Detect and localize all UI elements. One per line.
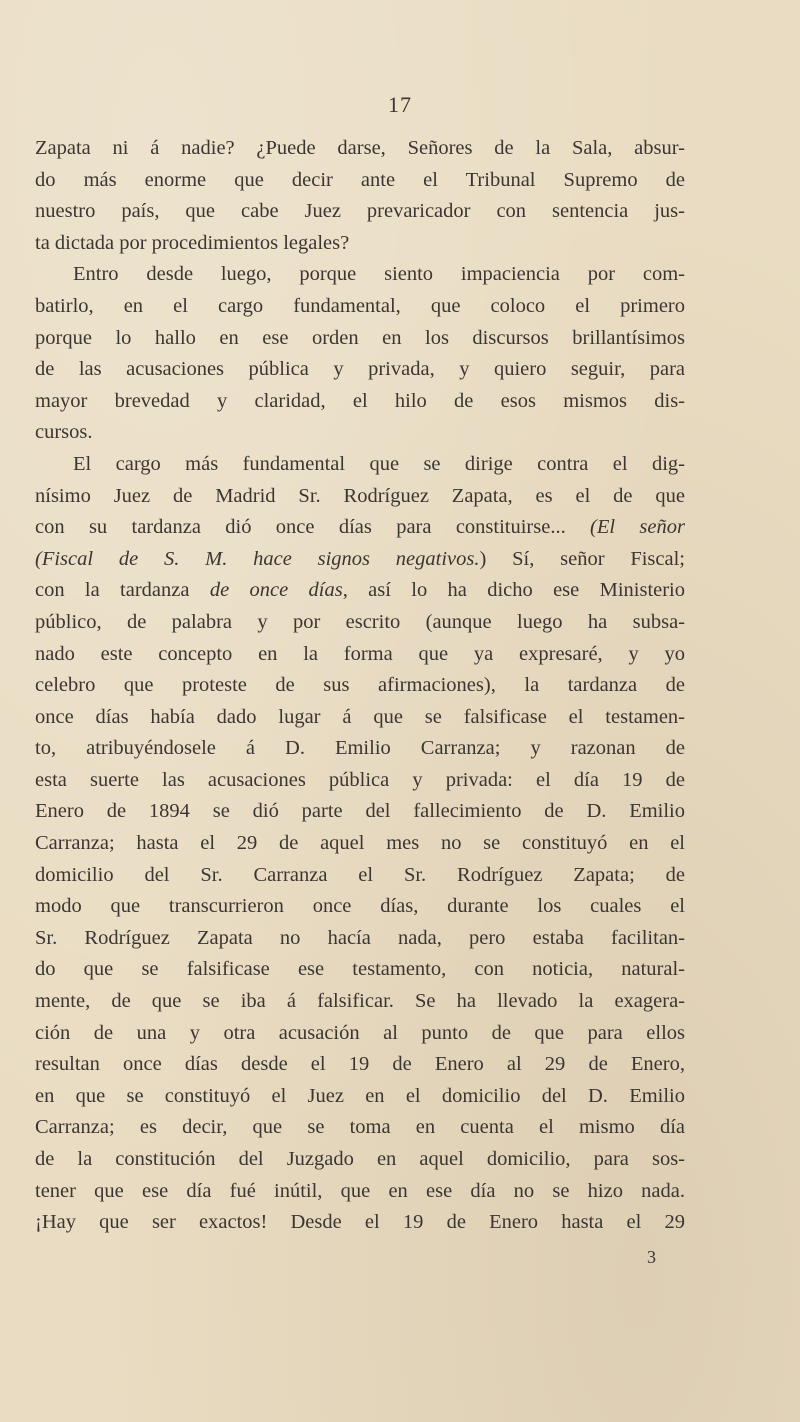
- text-line: [35, 512, 685, 544]
- text-line: [35, 702, 685, 734]
- italic-text: Fiscal de S. M. hace signos negativos.: [41, 547, 480, 570]
- text-line: [35, 165, 685, 197]
- line-text: ) Sí, señor Fiscal;: [479, 547, 685, 570]
- line-text: El cargo más fundamental que se dirige contra el dig-: [73, 452, 685, 475]
- text-line: [35, 639, 685, 671]
- text-line: [35, 670, 685, 702]
- line-text: Zapata ni á nadie? ¿Puede darse, Señores de la Sala, absur-: [35, 137, 685, 159]
- text-line: [35, 860, 685, 892]
- text-line: [35, 323, 685, 355]
- text-line: [35, 386, 685, 418]
- line-text: modo que transcurrieron once días, durante los cuales el: [35, 895, 685, 918]
- line-text: nado este concepto en la forma que ya expresaré, y yo: [35, 642, 685, 665]
- page-number: 17: [388, 92, 412, 117]
- line-text: , así lo ha dicho ese Ministerio: [342, 579, 686, 602]
- text-line: [35, 133, 685, 165]
- line-text: once días había dado lugar á que se falsificase el testamen-: [35, 705, 685, 728]
- line-text: ta dictada por procedimientos legales?: [35, 231, 350, 254]
- text-line: [35, 1049, 685, 1081]
- line-text: con su tardanza dió once días para constituirse...: [35, 516, 591, 539]
- text-line: [35, 733, 685, 765]
- text-line: [35, 1018, 685, 1050]
- text-line: [35, 986, 685, 1018]
- text-line: [35, 1207, 685, 1239]
- line-text: Entro desde luego, porque siento impaciencia por com-: [73, 263, 685, 286]
- line-text: esta suerte las acusaciones pública y privada: el día 19 de: [35, 768, 685, 791]
- text-line: [35, 954, 685, 986]
- line-text: con la tardanza: [35, 579, 210, 602]
- text-line: [35, 828, 685, 860]
- printer-signature-mark: 3: [647, 1247, 656, 1267]
- line-text: mente, de que se iba á falsificar. Se ha llevado la exagera-: [35, 990, 685, 1013]
- line-text: do más enorme que decir ante el Tribunal Supremo de: [35, 168, 685, 191]
- text-line: [35, 228, 685, 260]
- text-line: [35, 1112, 685, 1144]
- text-line: [35, 575, 685, 607]
- line-text: resultan once días desde el 19 de Enero al 29 de Enero,: [35, 1053, 685, 1076]
- text-line: [35, 449, 685, 481]
- text-line: [35, 417, 685, 449]
- line-text: to, atribuyéndosele á D. Emilio Carranza; y razonan de: [35, 737, 685, 760]
- text-line: [35, 259, 685, 291]
- text-line: [35, 354, 685, 386]
- text-line: [35, 1081, 685, 1113]
- line-text: Enero de 1894 se dió parte del fallecimiento de D. Emilio: [35, 800, 685, 823]
- line-text: nuestro país, que cabe Juez prevaricador con sentencia jus-: [35, 200, 685, 223]
- line-text: de las acusaciones pública y privada, y quiero seguir, para: [35, 358, 685, 381]
- text-line: [35, 607, 685, 639]
- italic-text: de once días: [209, 579, 343, 602]
- line-text: mayor brevedad y claridad, el hilo de esos mismos dis-: [35, 389, 685, 412]
- line-text: Sr. Rodríguez Zapata no hacía nada, pero estaba facilitan-: [35, 926, 685, 949]
- line-text: domicilio del Sr. Carranza el Sr. Rodríguez Zapata; de: [35, 863, 685, 886]
- line-text: tener que ese día fué inútil, que en ese día no se hizo nada.: [35, 1179, 685, 1202]
- line-text: batirlo, en el cargo fundamental, que coloco el primero: [35, 294, 685, 317]
- line-text: ¡Hay que ser exactos! Desde el 19 de Enero hasta el 29: [35, 1211, 685, 1234]
- line-text: público, de palabra y por escrito (aunque luego ha subsa-: [35, 610, 685, 633]
- text-line: [35, 291, 685, 323]
- line-text: porque lo hallo en ese orden en los discursos brillantísimos: [35, 326, 685, 349]
- line-text: en que se constituyó el Juez en el domicilio del D. Emilio: [35, 1084, 685, 1107]
- line-text: cursos.: [35, 421, 93, 444]
- line-text: Carranza; hasta el 29 de aquel mes no se constituyó en el: [35, 832, 685, 855]
- text-line: [35, 196, 685, 228]
- line-text: ción de una y otra acusación al punto de que para ellos: [35, 1021, 685, 1044]
- italic-text: (: [35, 547, 42, 570]
- text-line: [35, 765, 685, 797]
- italic-text: (El señor: [590, 516, 685, 539]
- line-text: celebro que proteste de sus afirmaciones), la tardanza de: [35, 674, 685, 697]
- body-text: [35, 133, 685, 1239]
- text-line: [35, 481, 685, 513]
- text-line: [35, 891, 685, 923]
- line-text: nísimo Juez de Madrid Sr. Rodríguez Zapata, es el de que: [35, 484, 685, 507]
- text-line: [35, 923, 685, 955]
- line-text: Carranza; es decir, que se toma en cuenta el mismo día: [35, 1116, 685, 1139]
- text-line: [35, 544, 685, 576]
- line-text: do que se falsificase ese testamento, con noticia, natural-: [35, 958, 685, 981]
- line-text: de la constitución del Juzgado en aquel domicilio, para sos-: [35, 1148, 685, 1170]
- text-line: [35, 1176, 685, 1208]
- text-line: [35, 1144, 685, 1176]
- text-line: [35, 796, 685, 828]
